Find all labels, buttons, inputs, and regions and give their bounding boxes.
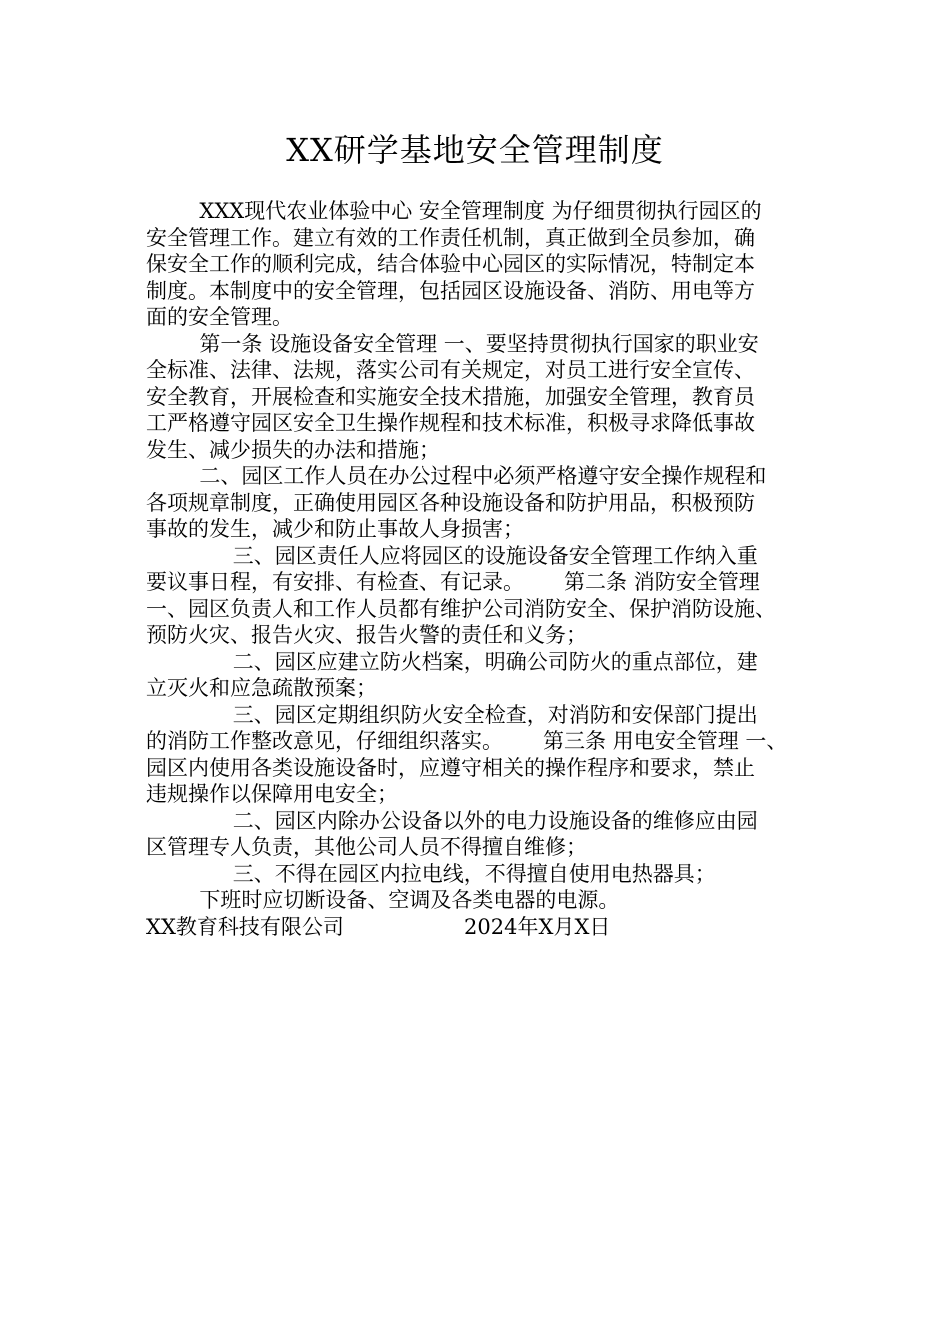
body-line: 全标准、法律、法规，落实公司有关规定，对员工进行安全宣传、 [146, 358, 755, 382]
body-line: 发生、减少损失的办法和措施； [146, 437, 440, 462]
body-line: 三、园区定期组织防火安全检查，对消防和安保部门提出 [146, 702, 758, 727]
body-line: 安全管理工作。建立有效的工作责任机制，真正做到全员参加，确 [146, 225, 755, 250]
body-line: 下班时应切断设备、空调及各类电器的电源。 [146, 888, 620, 912]
body-line: XXX现代农业体验中心 安全管理制度 为仔细贯彻执行园区的 [146, 199, 762, 223]
document-body [146, 198, 826, 940]
body-line: 保安全工作的顺利完成，结合体验中心园区的实际情况，特制定本 [146, 252, 755, 276]
body-line: 预防火灾、报告火灾、报告火警的责任和义务； [146, 623, 587, 647]
body-line: 二、园区应建立防火档案，明确公司防火的重点部位，建 [146, 649, 758, 674]
body-line: 一、园区负责人和工作人员都有维护公司消防安全、保护消防设施、 [146, 596, 776, 621]
body-line: 二、园区工作人员在办公过程中必须严格遵守安全操作规程和 [146, 464, 767, 488]
body-line: 三、不得在园区内拉电线，不得擅自使用电热器具； [146, 861, 716, 886]
document-title: XX研学基地安全管理制度 [286, 131, 664, 169]
body-line: 违规操作以保障用电安全； [146, 782, 398, 806]
body-line: 制度。本制度中的安全管理，包括园区设施设备、消防、用电等方 [146, 278, 755, 303]
body-line: 安全教育，开展检查和实施安全技术措施，加强安全管理，教育员 [146, 384, 755, 409]
body-line: 园区内使用各类设施设备时，应遵守相关的操作程序和要求，禁止 [146, 755, 755, 780]
body-line: 三、园区责任人应将园区的设施设备安全管理工作纳入重 [146, 543, 758, 568]
signature-date-line: XX教育科技有限公司 2024年X月X日 [146, 914, 611, 939]
body-line: 的消防工作整改意见，仔细组织落实。 第三条 用电安全管理 一、 [146, 729, 788, 753]
body-line: 第一条 设施设备安全管理 一、要坚持贯彻执行国家的职业安 [146, 331, 759, 356]
body-line: 立灭火和应急疏散预案； [146, 676, 377, 700]
body-line: 各项规章制度，正确使用园区各种设施设备和防护用品，积极预防 [146, 490, 755, 515]
body-line: 二、园区内除办公设备以外的电力设施设备的维修应由园 [146, 808, 758, 833]
body-line: 区管理专人负责，其他公司人员不得擅自维修； [146, 835, 587, 859]
body-line: 面的安全管理。 [146, 305, 293, 329]
body-line: 要议事日程，有安排、有检查、有记录。 第二条 消防安全管理 [146, 570, 760, 594]
body-line: 工严格遵守园区安全卫生操作规程和技术标准，积极寻求降低事故 [146, 411, 755, 435]
body-line: 事故的发生，减少和防止事故人身损害； [146, 517, 524, 541]
